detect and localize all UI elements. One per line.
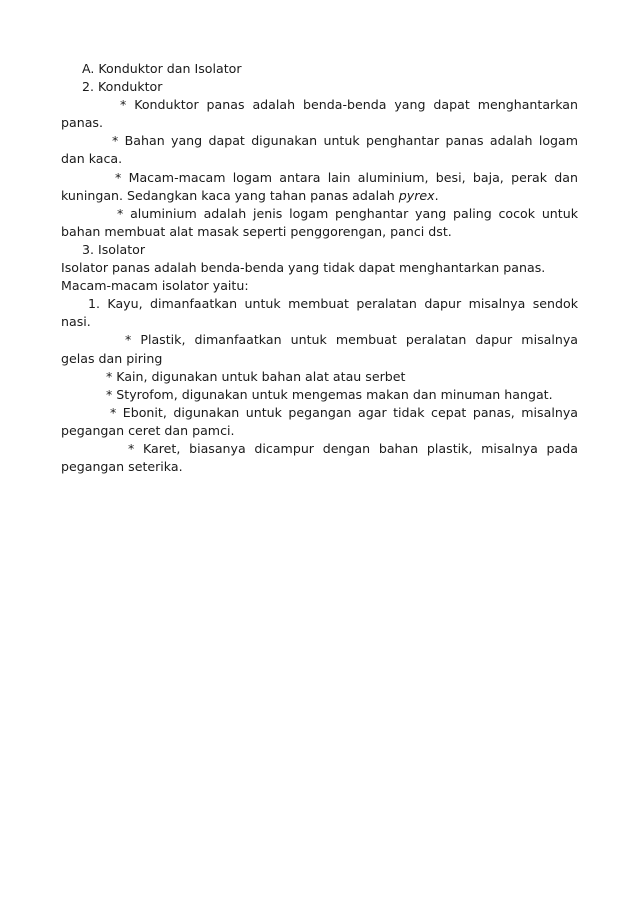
konduktor-point-3-text: kuningan. Sedangkan kaca yang tahan panas adalah — [61, 187, 399, 203]
isolator-definition: Isolator panas adalah benda-benda yang tidak dapat menghantarkan panas. — [61, 260, 546, 276]
konduktor-point-3-period: . — [434, 187, 439, 203]
isolator-item-ebonit: * Ebonit, digunakan untuk pegangan agar tidak cepat panas, misalnya — [110, 404, 578, 420]
konduktor-point-4-cont: bahan membuat alat masak seperti penggorengan, panci dst. — [61, 223, 452, 239]
isolator-item-1-cont: nasi. — [61, 314, 91, 330]
konduktor-point-3: * Macam-macam logam antara lain aluminium, besi, baja, perak dan — [115, 169, 578, 185]
konduktor-point-2-cont: dan kaca. — [61, 151, 123, 167]
isolator-item-plastik-cont: gelas dan piring — [61, 350, 163, 366]
isolator-item-karet: * Karet, biasanya dicampur dengan bahan plastik, misalnya pada — [128, 440, 578, 456]
heading-konduktor: 2. Konduktor — [82, 79, 163, 95]
isolator-item-kain: * Kain, digunakan untuk bahan alat atau serbet — [106, 368, 406, 384]
isolator-item-plastik: * Plastik, dimanfaatkan untuk membuat peralatan dapur misalnya — [125, 332, 578, 348]
konduktor-point-4: * aluminium adalah jenis logam penghantar yang paling cocok untuk — [117, 205, 578, 221]
isolator-intro: Macam-macam isolator yaitu: — [61, 278, 249, 294]
document-body — [61, 60, 578, 476]
pyrex-term: pyrex — [398, 187, 435, 203]
isolator-item-styrofom: * Styrofom, digunakan untuk mengemas makan dan minuman hangat. — [106, 386, 553, 402]
isolator-item-1: 1. Kayu, dimanfaatkan untuk membuat peralatan dapur misalnya sendok — [88, 296, 578, 312]
heading-a: A. Konduktor dan Isolator — [82, 61, 242, 76]
isolator-item-karet-cont: pegangan seterika. — [61, 459, 183, 475]
konduktor-point-1: * Konduktor panas adalah benda-benda yang dapat menghantarkan — [120, 97, 578, 113]
heading-isolator: 3. Isolator — [82, 241, 146, 257]
konduktor-point-3-cont — [61, 187, 578, 205]
konduktor-point-2: * Bahan yang dapat digunakan untuk penghantar panas adalah logam — [112, 133, 578, 149]
isolator-item-ebonit-cont: pegangan ceret dan pamci. — [61, 422, 235, 438]
konduktor-point-1-cont: panas. — [61, 115, 103, 131]
